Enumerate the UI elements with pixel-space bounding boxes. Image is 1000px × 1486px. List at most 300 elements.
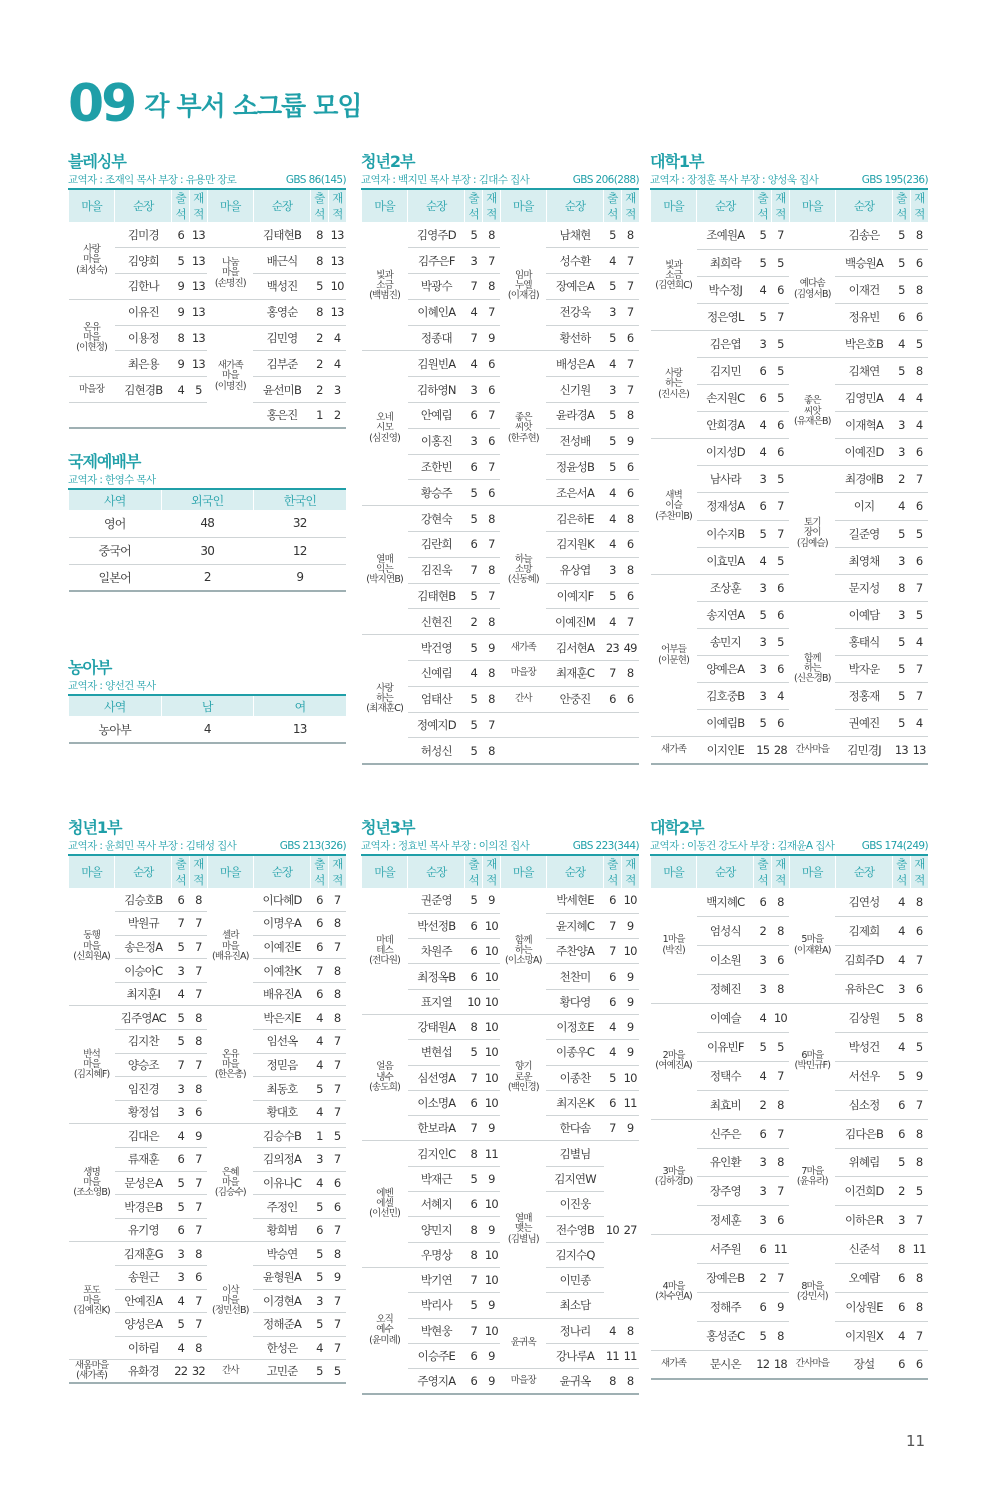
attendance: 4 xyxy=(604,351,622,377)
village-name-line: (이선민) xyxy=(369,1208,401,1220)
attendance: 5 xyxy=(754,1321,772,1350)
column-header: 재적 xyxy=(621,855,639,888)
attendance: 4 xyxy=(754,439,772,466)
enrolled: 6 xyxy=(621,583,639,609)
leader-name: 김희주D xyxy=(835,946,892,975)
enrolled: 7 xyxy=(328,1313,346,1337)
column-header: 재적 xyxy=(483,189,501,222)
leader-name: 신기원 xyxy=(546,377,603,403)
leader-name: 한성은 xyxy=(253,1336,310,1360)
leader-name: 최정옥B xyxy=(408,964,465,989)
attendance: 4 xyxy=(311,1030,329,1054)
page-title: 각 부서 소그룹 모임 xyxy=(144,91,362,122)
attendance: 5 xyxy=(311,1242,329,1266)
village-name-line: 마을 xyxy=(83,254,100,266)
enrolled: 7 xyxy=(483,532,501,558)
table-row xyxy=(362,506,640,532)
village-name-line: 테스 xyxy=(376,944,393,956)
leader-name: 이하림 xyxy=(115,1336,172,1360)
enrolled: 13 xyxy=(328,222,346,248)
attendance: 3 xyxy=(893,412,911,439)
enrolled: 7 xyxy=(621,609,639,635)
enrolled: 6 xyxy=(621,480,639,506)
enrolled: 10 xyxy=(772,1004,790,1033)
attendance: 3 xyxy=(754,466,772,493)
leader-name: 배유진A xyxy=(253,982,310,1006)
village-cell xyxy=(69,222,115,299)
leader-name: 김서현A xyxy=(546,635,603,661)
section-meta xyxy=(68,678,346,694)
leader-name: 손지원C xyxy=(697,385,754,412)
village-name-line: (이소망A) xyxy=(505,955,542,967)
attendance: 7 xyxy=(465,1267,483,1292)
attendance: 4 xyxy=(465,661,483,687)
enrolled: 7 xyxy=(910,683,928,710)
enrolled: 7 xyxy=(483,299,501,325)
column-header: 남 xyxy=(161,695,254,716)
attendance: 5 xyxy=(172,1195,190,1219)
attendance: 5 xyxy=(893,276,911,303)
table-row xyxy=(651,1235,929,1264)
enrolled: 8 xyxy=(910,1004,928,1033)
attendance: 3 xyxy=(465,248,483,274)
enrolled: 49 xyxy=(621,635,639,661)
enrolled: 7 xyxy=(328,1053,346,1077)
leader-name: 황승주 xyxy=(408,480,465,506)
attendance: 6 xyxy=(754,357,772,384)
leader-name: 김영민A xyxy=(835,385,892,412)
attendance: 6 xyxy=(465,964,483,989)
leader-name: 배근식 xyxy=(253,248,310,274)
leader-name: 이예진M xyxy=(546,609,603,635)
enrolled: 9 xyxy=(483,888,501,913)
leader-name: 강현숙 xyxy=(408,506,465,532)
village-name-line: (신희원A) xyxy=(73,950,110,962)
village-cell xyxy=(789,249,835,330)
column-header: 재적 xyxy=(772,855,790,888)
village-cell xyxy=(362,1141,408,1267)
enrolled: 5 xyxy=(910,1032,928,1061)
enrolled: 7 xyxy=(910,1206,928,1235)
village-cell xyxy=(500,1369,546,1394)
intl-section xyxy=(68,451,346,592)
attendance: 5 xyxy=(754,710,772,737)
youth1-section xyxy=(68,817,346,1384)
village-name-line: 씨앗 xyxy=(803,405,821,417)
attendance: 6 xyxy=(893,303,911,330)
leader-name: 박성건 xyxy=(835,1032,892,1061)
enrolled: 6 xyxy=(772,276,790,303)
column-header: 마을 xyxy=(362,855,408,888)
village-name-line: 오직 xyxy=(376,1314,393,1326)
enrolled: 13 xyxy=(190,274,208,300)
column-header: 순장 xyxy=(697,189,754,222)
attendance: 5 xyxy=(311,1195,329,1219)
enrolled: 9 xyxy=(621,1014,639,1039)
enrolled: 8 xyxy=(328,1242,346,1266)
village-name-line: 하늘 xyxy=(514,553,532,565)
enrolled: 6 xyxy=(772,710,790,737)
enrolled: 6 xyxy=(621,454,639,480)
leader-name: 남채현 xyxy=(546,222,603,248)
village-name-line: (정민선B) xyxy=(212,1305,249,1317)
attendance: 5 xyxy=(172,1006,190,1030)
leader-name: 엄성식 xyxy=(697,917,754,946)
attendance: 5 xyxy=(465,1166,483,1191)
enrolled: 5 xyxy=(772,249,790,276)
enrolled: 8 xyxy=(621,222,639,248)
attendance: 4 xyxy=(604,532,622,558)
leader-name: 조한빈 xyxy=(408,454,465,480)
village-cell xyxy=(789,357,835,465)
enrolled: 13 xyxy=(190,351,208,377)
village-name-line: 은혜 xyxy=(221,1166,239,1178)
village-name-line: 사랑 xyxy=(376,682,393,694)
village-name-line: 마을 xyxy=(221,1058,239,1070)
attendance: 8 xyxy=(465,1141,483,1166)
leader-name: 박수정J xyxy=(697,276,754,303)
attendance: 3 xyxy=(754,574,772,601)
attendance: 7 xyxy=(172,912,190,936)
attendance: 6 xyxy=(172,1218,190,1242)
leader-name: 홍영순 xyxy=(253,299,310,325)
attendance: 3 xyxy=(604,377,622,403)
attendance: 5 xyxy=(754,303,772,330)
enrolled: 8 xyxy=(328,912,346,936)
leader-name: 우명상 xyxy=(408,1242,465,1267)
leader-name: 김진욱 xyxy=(408,557,465,583)
enrolled: 13 xyxy=(190,248,208,274)
enrolled: 10 xyxy=(483,939,501,964)
staff-info: 교역자 : 정효빈 목사 부장 : 이의진 집사 xyxy=(361,840,530,852)
attendance: 6 xyxy=(465,403,483,429)
table-row xyxy=(362,222,640,248)
attendance: 6 xyxy=(893,1292,911,1321)
attendance: 3 xyxy=(893,547,911,574)
enrolled: 9 xyxy=(621,989,639,1014)
section-title: 국제예배부 xyxy=(68,452,141,471)
village-cell xyxy=(207,1242,253,1360)
village-name-line: 마을 xyxy=(221,940,239,952)
leader-name: 박건영 xyxy=(408,635,465,661)
leader-name: 김의정A xyxy=(253,1148,310,1172)
leader-name: 윤선미B xyxy=(253,377,310,403)
enrolled: 8 xyxy=(910,1292,928,1321)
enrolled: 8 xyxy=(328,982,346,1006)
column-header: 재적 xyxy=(190,189,208,222)
ministry-cell: 중국어 xyxy=(69,537,162,564)
attendance: 8 xyxy=(465,1242,483,1267)
village-cell xyxy=(362,1014,408,1140)
leader-name: 김재훈G xyxy=(115,1242,172,1266)
leader-name: 권준영 xyxy=(408,888,465,913)
enrolled: 7 xyxy=(328,1218,346,1242)
leader-name: 이종찬 xyxy=(546,1065,603,1090)
village-name-line: 향기 xyxy=(514,1061,532,1073)
attendance: 5 xyxy=(604,274,622,300)
leader-name: 장설 xyxy=(835,1350,892,1379)
column-header: 출석 xyxy=(893,855,911,888)
value-cell: 9 xyxy=(254,564,347,591)
enrolled: 11 xyxy=(621,1090,639,1115)
village-name-line: (배유진A) xyxy=(212,950,249,962)
section-number: 09 xyxy=(68,74,135,134)
village-cell xyxy=(789,1235,835,1351)
enrolled: 7 xyxy=(190,1171,208,1195)
village-cell xyxy=(69,1242,115,1360)
village-cell xyxy=(362,888,408,1014)
table-row xyxy=(69,1124,347,1148)
enrolled: 10 xyxy=(621,888,639,913)
enrolled: 7 xyxy=(190,1053,208,1077)
enrolled: 13 xyxy=(328,299,346,325)
leader-name: 박리사 xyxy=(408,1293,465,1318)
attendance: 3 xyxy=(172,1266,190,1290)
enrolled: 2 xyxy=(328,403,346,429)
enrolled: 10 xyxy=(483,1267,501,1292)
leader-name: 이유빈F xyxy=(697,1032,754,1061)
attendance: 5 xyxy=(604,222,622,248)
leader-name: 양승조 xyxy=(115,1053,172,1077)
table-row xyxy=(651,737,929,764)
attendance: 6 xyxy=(754,493,772,520)
leader-name: 송은정A xyxy=(115,935,172,959)
village-cell xyxy=(207,888,253,1006)
table-row xyxy=(69,888,347,912)
village-name-line: (송도희) xyxy=(369,1081,401,1093)
enrolled: 8 xyxy=(621,506,639,532)
column-header: 재적 xyxy=(190,855,208,888)
column-header: 순장 xyxy=(253,855,310,888)
value-cell: 12 xyxy=(254,537,347,564)
leader-name: 황대호 xyxy=(253,1100,310,1124)
village-name-line: (김예슬) xyxy=(796,537,828,549)
table-row xyxy=(651,888,929,917)
attendance: 2 xyxy=(311,351,329,377)
attendance: 7 xyxy=(465,1116,483,1141)
village-name-line: 간사 xyxy=(514,693,532,705)
village-name-line: (주찬미B) xyxy=(655,510,692,522)
table-row xyxy=(69,1006,347,1030)
leader-name: 정예지D xyxy=(408,712,465,738)
leader-name: 정홍재 xyxy=(835,683,892,710)
leader-name: 이홍진 xyxy=(408,428,465,454)
village-name-line: 간사 xyxy=(221,1365,239,1377)
attendance: 2 xyxy=(893,466,911,493)
village-name-line: 함께 xyxy=(514,934,532,946)
enrolled: 7 xyxy=(772,1264,790,1293)
leader-name: 박기연 xyxy=(408,1267,465,1292)
village-name-line: 7마을 xyxy=(801,1165,824,1177)
attendance: 3 xyxy=(754,628,772,655)
attendance: 4 xyxy=(311,1171,329,1195)
table-row xyxy=(69,564,347,591)
leader-name: 주정인 xyxy=(253,1195,310,1219)
leader-name: 문지성 xyxy=(835,574,892,601)
staff-info: 교역자 : 장정훈 목사 부장 : 양성욱 집사 xyxy=(650,174,819,186)
attendance: 3 xyxy=(172,959,190,983)
enrolled: 7 xyxy=(772,1061,790,1090)
enrolled: 7 xyxy=(190,982,208,1006)
village-name-line: 예수 xyxy=(376,1324,393,1336)
enrolled: 8 xyxy=(190,1077,208,1101)
leader-name: 이예슬 xyxy=(697,1004,754,1033)
enrolled: 6 xyxy=(621,686,639,712)
leader-name: 김태현B xyxy=(408,583,465,609)
column-header: 여 xyxy=(254,695,347,716)
value-cell: 32 xyxy=(254,510,347,537)
enrolled: 6 xyxy=(190,1266,208,1290)
enrolled: 8 xyxy=(621,1369,639,1394)
leader-name: 박자운 xyxy=(835,656,892,683)
village-name-line: 토기 xyxy=(803,517,821,529)
attendance: 7 xyxy=(311,959,329,983)
attendance: 8 xyxy=(311,299,329,325)
village-name-line: 소금 xyxy=(376,280,393,292)
attendance: 8 xyxy=(465,1217,483,1242)
attendance: 5 xyxy=(893,357,911,384)
village-name-line: (한은총) xyxy=(214,1069,246,1081)
attendance: 4 xyxy=(604,480,622,506)
enrolled: 7 xyxy=(190,959,208,983)
column-header: 순장 xyxy=(408,189,465,222)
attendance: 5 xyxy=(465,1040,483,1065)
enrolled: 7 xyxy=(483,454,501,480)
enrolled: 6 xyxy=(772,412,790,439)
column-header: 출석 xyxy=(604,189,622,222)
village-name-line: (최재훈C) xyxy=(366,703,404,715)
enrolled: 6 xyxy=(483,351,501,377)
attendance: 3 xyxy=(893,975,911,1004)
village-cell xyxy=(789,888,835,1004)
leader-name: 최지온K xyxy=(546,1090,603,1115)
enrolled: 6 xyxy=(483,377,501,403)
leader-name: 박광수 xyxy=(408,274,465,300)
village-name-line: 마을 xyxy=(83,940,100,952)
enrolled: 13 xyxy=(910,737,928,764)
attendance: 5 xyxy=(465,506,483,532)
village-name-line: 익는 xyxy=(376,564,393,576)
attendance: 7 xyxy=(465,325,483,351)
column-header: 재적 xyxy=(483,855,501,888)
village-name-line: (박지연B) xyxy=(366,574,403,586)
leader-name: 최동호 xyxy=(253,1077,310,1101)
village-name-line: 새가족 xyxy=(217,360,243,372)
enrolled: 10 xyxy=(621,1065,639,1090)
attendance: 5 xyxy=(754,249,772,276)
leader-name: 이승아C xyxy=(115,959,172,983)
leader-name: 박세현E xyxy=(546,888,603,913)
attendance: 7 xyxy=(604,1116,622,1141)
village-name-line: 마을장 xyxy=(79,383,105,395)
leader-name: 이종우C xyxy=(546,1040,603,1065)
gbs-count: GBS 195(236) xyxy=(861,174,928,186)
leader-name: 신준석 xyxy=(835,1235,892,1264)
enrolled: 8 xyxy=(483,222,501,248)
enrolled: 9 xyxy=(483,1166,501,1191)
attendance: 15 xyxy=(754,737,772,764)
leader-name: 김원빈A xyxy=(408,351,465,377)
leader-name: 허성신 xyxy=(408,738,465,764)
attendance: 6 xyxy=(604,1090,622,1115)
village-cell xyxy=(500,1318,546,1369)
leader-name: 이소원 xyxy=(697,946,754,975)
enrolled: 6 xyxy=(910,303,928,330)
village-cell xyxy=(362,635,408,764)
column-header: 출석 xyxy=(754,189,772,222)
village-cell xyxy=(69,377,115,403)
enrolled: 7 xyxy=(910,1321,928,1350)
leader-name: 이예진D xyxy=(835,439,892,466)
enrolled: 9 xyxy=(483,1293,501,1318)
village-cell xyxy=(362,1267,408,1393)
enrolled: 9 xyxy=(483,1343,501,1368)
leader-name: 유하은C xyxy=(835,975,892,1004)
village-name-line: 하는 xyxy=(514,944,532,956)
enrolled: 8 xyxy=(483,738,501,764)
section-meta xyxy=(650,172,928,188)
leader-name: 심소정 xyxy=(835,1090,892,1119)
college1-section xyxy=(650,151,928,765)
enrolled: 7 xyxy=(190,935,208,959)
attendance: 5 xyxy=(465,738,483,764)
enrolled: 8 xyxy=(483,506,501,532)
value-cell: 4 xyxy=(161,716,254,743)
village-name-line: (김영서B) xyxy=(794,288,831,300)
village-name-line: (윤유라) xyxy=(796,1175,828,1187)
leader-name: 양민지 xyxy=(408,1217,465,1242)
attendance: 1 xyxy=(311,1124,329,1148)
enrolled: 7 xyxy=(910,656,928,683)
enrolled: 7 xyxy=(328,1148,346,1172)
leader-name: 김미경 xyxy=(115,222,172,248)
attendance: 5 xyxy=(893,1148,911,1177)
leader-name: 송지연A xyxy=(697,601,754,628)
attendance: 4 xyxy=(604,1014,622,1039)
college2-table xyxy=(650,854,928,1380)
village-name-line: 셀라 xyxy=(221,930,239,942)
enrolled: 9 xyxy=(483,1217,501,1242)
leader-name: 정해주 xyxy=(697,1292,754,1321)
attendance: 6 xyxy=(893,1119,911,1148)
leader-name: 김은하E xyxy=(546,506,603,532)
staff-info: 교역자 : 조재익 목사 부장 : 유용만 장로 xyxy=(68,174,237,186)
village-name-line: (김별님) xyxy=(507,1233,539,1245)
column-header: 순장 xyxy=(115,189,172,222)
attendance: 5 xyxy=(172,935,190,959)
section-title: 대학1부 xyxy=(650,152,704,171)
leader-name: 이유나C xyxy=(253,1171,310,1195)
gbs-count: GBS 213(326) xyxy=(279,840,346,852)
leader-name: 김송은 xyxy=(835,222,892,249)
leader-name: 김은엽 xyxy=(697,330,754,357)
village-name-line: (김예진K) xyxy=(73,1305,110,1317)
village-cell xyxy=(651,1350,697,1379)
attendance: 7 xyxy=(465,274,483,300)
village-cell xyxy=(651,1119,697,1235)
enrolled: 9 xyxy=(483,1116,501,1141)
attendance: 3 xyxy=(754,683,772,710)
village-name-line: (여예진A) xyxy=(655,1060,692,1072)
leader-name: 서혜지 xyxy=(408,1192,465,1217)
village-name-line: 냉수 xyxy=(376,1071,393,1083)
leader-name: 박승연 xyxy=(253,1242,310,1266)
table-row xyxy=(651,1350,929,1379)
village-name-line: 좋은 xyxy=(514,412,532,423)
leader-name: 이소명A xyxy=(408,1090,465,1115)
attendance: 4 xyxy=(604,1318,622,1343)
enrolled: 8 xyxy=(772,1090,790,1119)
